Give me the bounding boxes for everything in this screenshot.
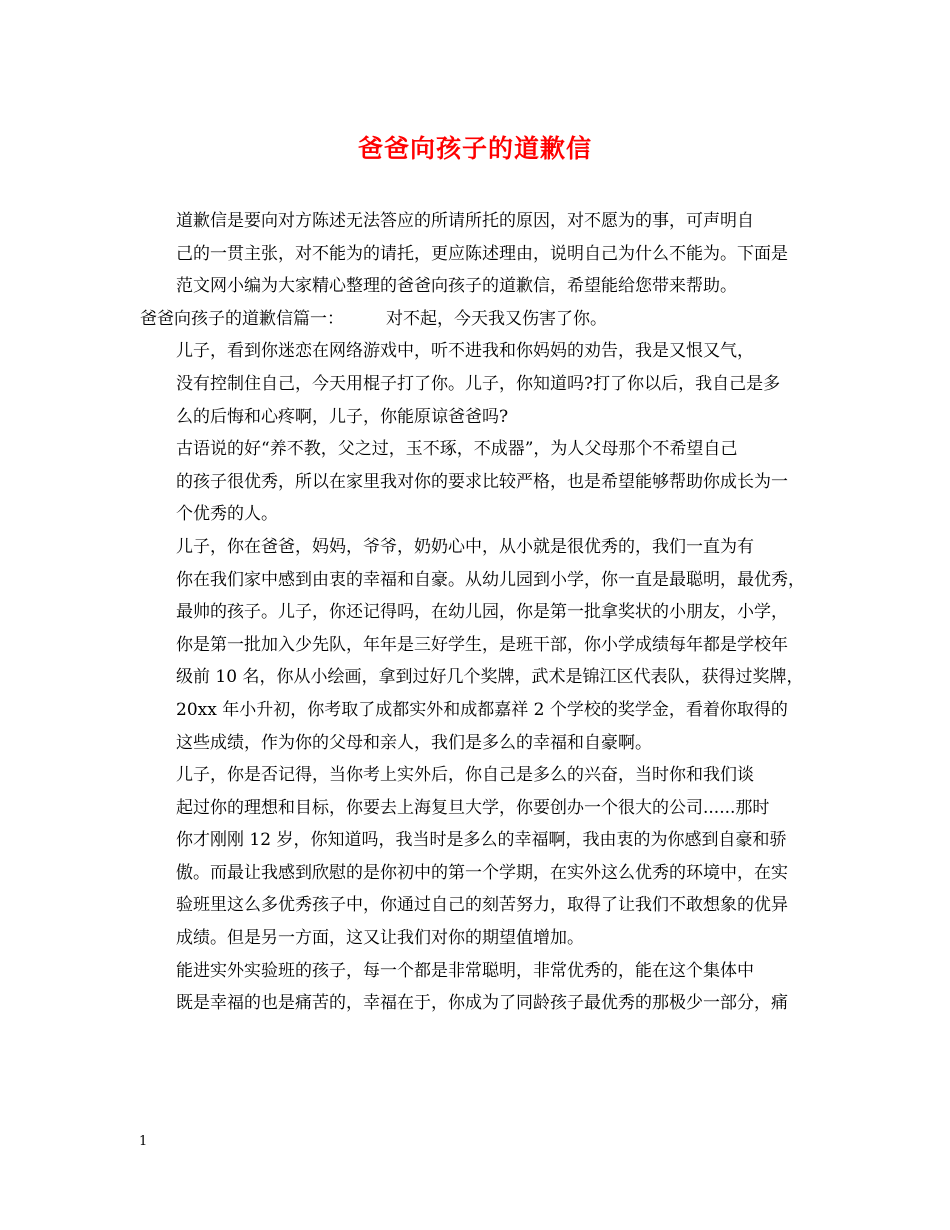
paragraph bbox=[140, 335, 820, 433]
section-heading-label: 爸爸向孩子的道歉信篇一： bbox=[140, 308, 344, 329]
section-heading bbox=[140, 303, 820, 336]
text-line: 成绩。但是另一方面，这又让我们对你的期望值增加。 bbox=[176, 928, 584, 949]
paragraph bbox=[140, 759, 820, 955]
text-line: 这些成绩，作为你的父母和亲人，我们是多么的幸福和自豪啊。 bbox=[176, 732, 652, 753]
text-line: 验班里这么多优秀孩子中，你通过自己的刻苦努力，取得了让我们不敢想象的优异 bbox=[176, 895, 788, 916]
document-body bbox=[140, 205, 820, 1020]
text-line: 你是第一批加入少先队，年年是三好学生，是班干部，你小学成绩每年都是学校年 bbox=[176, 634, 788, 655]
text-line: 没有控制住自己，今天用棍子打了你。儿子，你知道吗?打了你以后，我自己是多 bbox=[176, 373, 781, 394]
section-heading-subtitle: 对不起，今天我又伤害了你。 bbox=[386, 308, 607, 329]
text-line: 么的后悔和心疼啊，儿子，你能原谅爸爸吗? bbox=[176, 406, 509, 427]
text-line: 起过你的理想和目标，你要去上海复旦大学，你要创办一个很大的公司......那时 bbox=[176, 797, 770, 818]
text-line: 儿子，你在爸爸，妈妈，爷爷，奶奶心中，从小就是很优秀的，我们一直为有 bbox=[176, 536, 754, 557]
paragraph bbox=[140, 955, 820, 1020]
document-title: 爸爸向孩子的道歉信 bbox=[357, 134, 592, 163]
text-line: 你在我们家中感到由衷的幸福和自豪。从幼儿园到小学，你一直是最聪明，最优秀， bbox=[176, 569, 805, 590]
text-line: 能进实外实验班的孩子，每一个都是非常聪明，非常优秀的，能在这个集体中 bbox=[176, 960, 754, 981]
text-line: 的孩子很优秀，所以在家里我对你的要求比较严格，也是希望能够帮助你成长为一 bbox=[176, 471, 788, 492]
text-line: 傲。而最让我感到欣慰的是你初中的第一个学期，在实外这么优秀的环境中，在实 bbox=[176, 862, 788, 883]
text-line: 范文网小编为大家精心整理的爸爸向孩子的道歉信，希望能给您带来帮助。 bbox=[176, 276, 737, 297]
text-line: 儿子，你是否记得，当你考上实外后，你自己是多么的兴奋，当时你和我们谈 bbox=[176, 765, 754, 786]
text-line: 20xx 年小升初，你考取了成都实外和成都嘉祥 2 个学校的奖学金，看着你取得的 bbox=[176, 699, 788, 720]
text-line: 己的一贯主张，对不能为的请托，更应陈述理由，说明自己为什么不能为。下面是 bbox=[176, 243, 788, 264]
text-line: 既是幸福的也是痛苦的，幸福在于，你成为了同龄孩子最优秀的那极少一部分，痛 bbox=[176, 993, 788, 1014]
paragraph bbox=[140, 433, 820, 531]
text-line: 儿子，看到你迷恋在网络游戏中，听不进我和你妈妈的劝告，我是又恨又气， bbox=[176, 341, 754, 362]
text-line: 道歉信是要向对方陈述无法答应的所请所托的原因，对不愿为的事，可声明自 bbox=[176, 211, 754, 231]
text-line: 古语说的好“养不教，父之过，玉不琢，不成器”，为人父母那个不希望自己 bbox=[176, 439, 738, 460]
page-number: 1 bbox=[139, 1134, 148, 1149]
text-line: 你才刚刚 12 岁，你知道吗，我当时是多么的幸福啊，我由衷的为你感到自豪和骄 bbox=[176, 830, 787, 851]
text-line: 级前 10 名，你从小绘画，拿到过好几个奖牌，武术是锦江区代表队，获得过奖牌， bbox=[176, 667, 804, 688]
paragraph bbox=[140, 531, 820, 759]
text-line: 个优秀的人。 bbox=[176, 504, 278, 525]
text-line: 最帅的孩子。儿子，你还记得吗，在幼儿园，你是第一批拿奖状的小朋友，小学， bbox=[176, 602, 788, 623]
paragraph-intro bbox=[140, 205, 820, 303]
